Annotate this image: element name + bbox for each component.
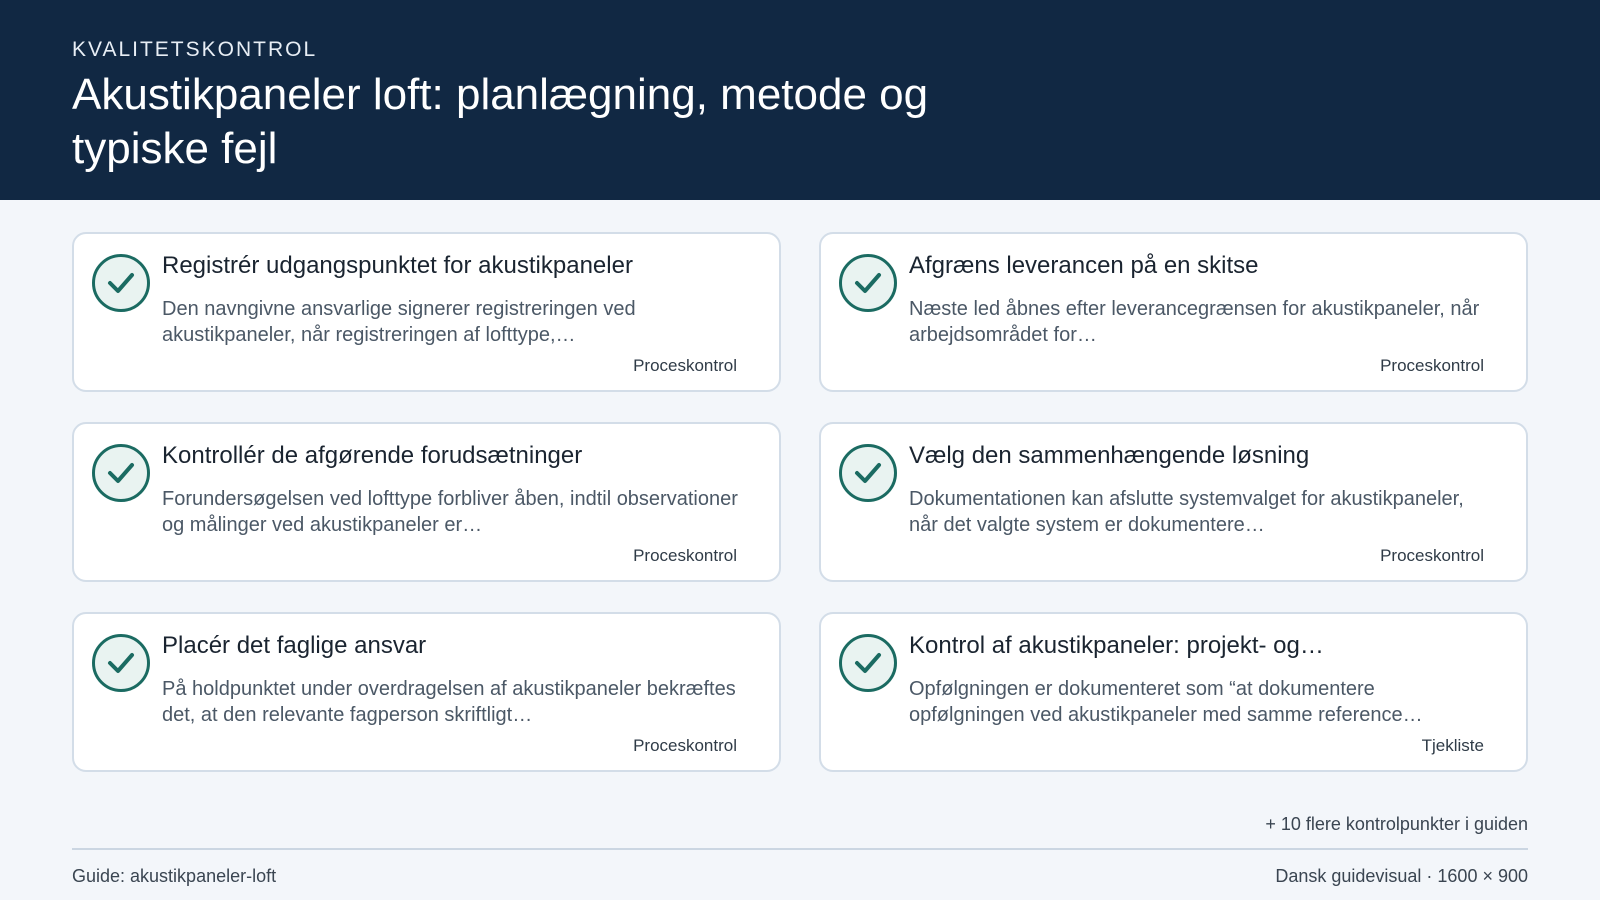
card-category: Proceskontrol: [1380, 546, 1484, 565]
footer-guide-label: Guide: akustikpaneler-loft: [72, 866, 277, 886]
card-category: Proceskontrol: [1380, 356, 1484, 375]
checkpoint-grid: [72, 232, 1528, 772]
checkpoint-card[interactable]: [72, 422, 781, 582]
check-circle-icon: [92, 444, 150, 502]
card-title: Kontrol af akustikpaneler: projekt- og…: [909, 632, 1324, 659]
check-circle-icon: [92, 634, 150, 692]
card-title: Afgræns leverancen på en skitse: [909, 252, 1259, 279]
card-title: Placér det faglige ansvar: [162, 632, 427, 659]
check-circle-icon: [92, 254, 150, 312]
card-title: Kontrollér de afgørende forudsætninger: [162, 442, 583, 469]
card-title: Registrér udgangspunktet for akustikpaneler: [162, 252, 633, 279]
card-category: Proceskontrol: [633, 736, 737, 755]
card-description: På holdpunktet under overdragelsen af akustikpaneler bekræftes det, at den relevante fagperson skriftligt…: [162, 678, 736, 726]
checkpoint-card[interactable]: [819, 232, 1528, 392]
eyebrow-label: KVALITETSKONTROL: [72, 38, 318, 61]
card-category: Proceskontrol: [633, 356, 737, 375]
checkpoint-card[interactable]: [819, 612, 1528, 772]
footer-meta-label: Dansk guidevisual · 1600 × 900: [1275, 866, 1528, 886]
page-title: Akustikpaneler loft: planlægning, metode og typiske fejl: [72, 70, 929, 173]
card-description: Forundersøgelsen ved lofttype forbliver åben, indtil observationer og målinger ved akustikpaneler er…: [162, 488, 738, 536]
checkpoint-card[interactable]: [819, 422, 1528, 582]
card-description: Dokumentationen kan afslutte systemvalget for akustikpaneler, når det valgte system er dokumentere…: [909, 488, 1464, 536]
check-circle-icon: [839, 444, 897, 502]
more-checkpoints-link[interactable]: + 10 flere kontrolpunkter i guiden: [1265, 814, 1528, 834]
card-category: Proceskontrol: [633, 546, 737, 565]
card-description: Den navngivne ansvarlige signerer registreringen ved akustikpaneler, når registreringen af lofttype,…: [162, 298, 636, 346]
check-circle-icon: [839, 634, 897, 692]
page-header: [0, 0, 1600, 200]
footer-divider: [72, 848, 1528, 850]
check-circle-icon: [839, 254, 897, 312]
card-title: Vælg den sammenhængende løsning: [909, 442, 1310, 469]
card-description: Næste led åbnes efter leverancegrænsen for akustikpaneler, når arbejdsområdet for…: [909, 298, 1480, 346]
checkpoint-card[interactable]: [72, 612, 781, 772]
checkpoint-card[interactable]: [72, 232, 781, 392]
card-description: Opfølgningen er dokumenteret som “at dokumentere opfølgningen ved akustikpaneler med samme reference…: [909, 678, 1423, 726]
card-category: Tjekliste: [1421, 736, 1484, 755]
